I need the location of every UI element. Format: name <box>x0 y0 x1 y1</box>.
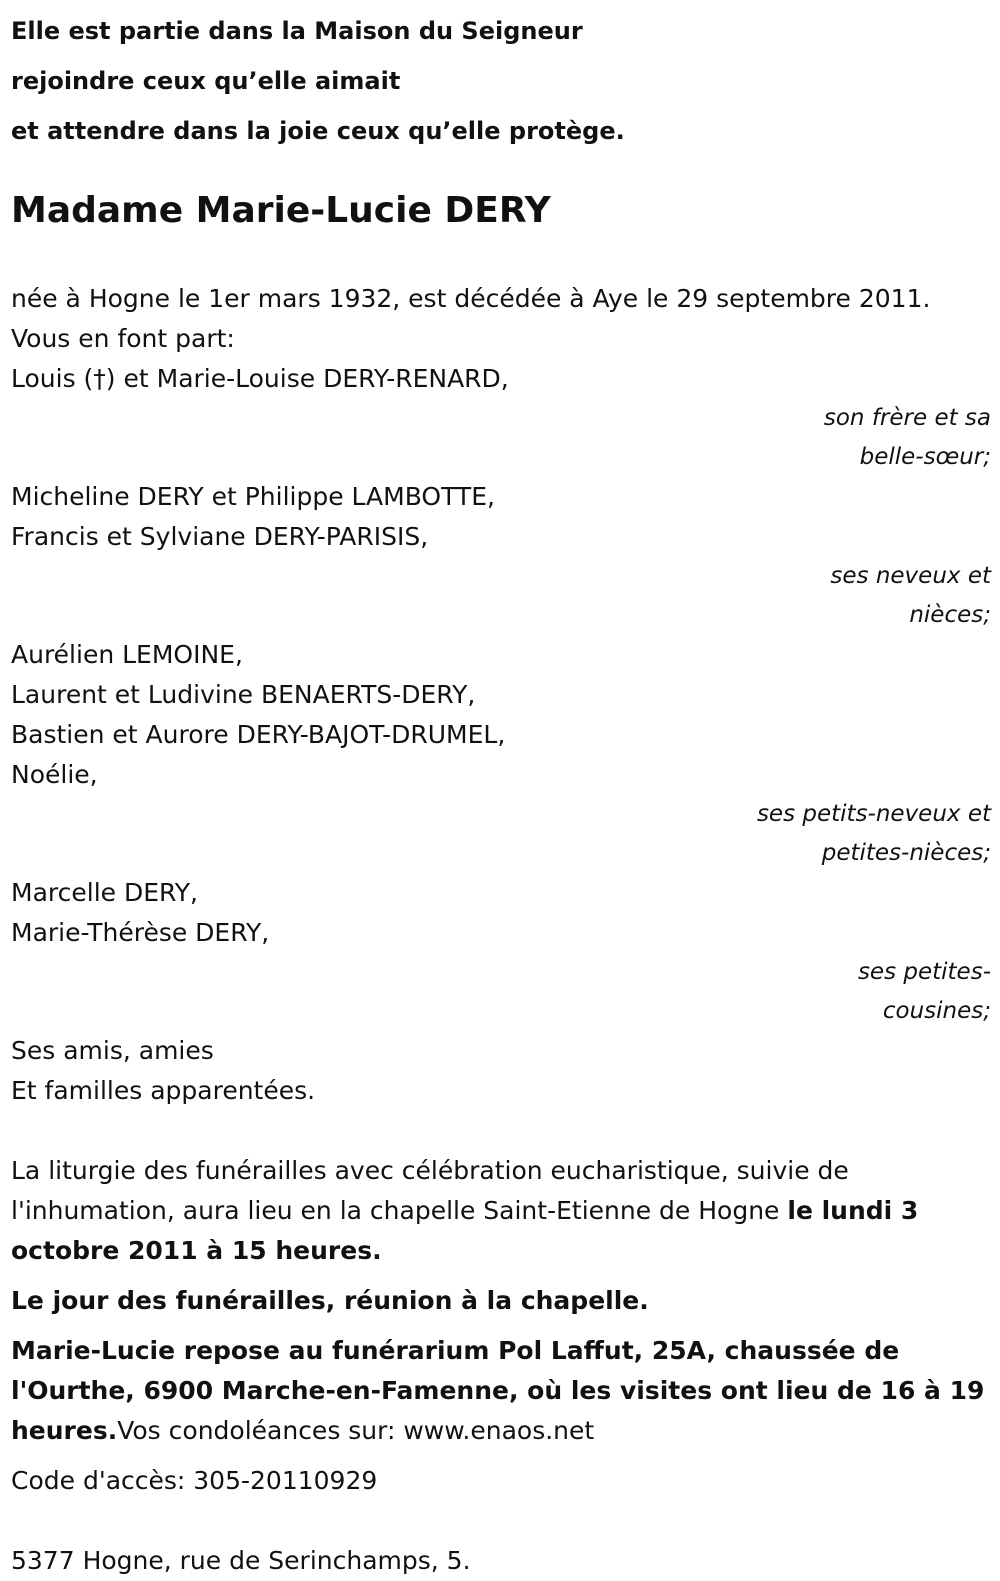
visitation-line-1: Marie-Lucie repose au funérarium Pol Laffut, 25A, chaussée de <box>11 1336 900 1365</box>
verse-line-3: et attendre dans la joie ceux qu’elle protège. <box>11 117 625 145</box>
birth-death-line: née à Hogne le 1er mars 1932, est décédée à Aye le 29 septembre 2011. <box>11 284 931 313</box>
friends-line: Ses amis, amies <box>11 1036 214 1065</box>
visitation-line-3 <box>11 1411 991 1451</box>
verse-line-1: Elle est partie dans la Maison du Seigneur <box>11 17 583 45</box>
home-address: 5377 Hogne, rue de Serinchamps, 5. <box>11 1546 471 1575</box>
family-name-line: Micheline DERY et Philippe LAMBOTTE, <box>11 482 495 511</box>
verse-line-2: rejoindre ceux qu’elle aimait <box>11 67 401 95</box>
funeral-line-1: La liturgie des funérailles avec célébration eucharistique, suivie de <box>11 1156 849 1185</box>
family-relation: petites-nièces; <box>821 840 991 866</box>
family-relation: ses petits-neveux et <box>756 801 991 827</box>
obituary-page <box>11 0 991 1581</box>
family-name-line: Bastien et Aurore DERY-BAJOT-DRUMEL, <box>11 720 506 749</box>
family-relation: son frère et sa <box>823 405 991 431</box>
funeral-location-text: l'inhumation, aura lieu en la chapelle Saint-Etienne de Hogne <box>11 1196 788 1225</box>
family-name-line: Louis (†) et Marie-Louise DERY-RENARD, <box>11 364 509 393</box>
condolences-text: Vos condoléances sur: www.enaos.net <box>117 1416 595 1445</box>
family-name-line: Aurélien LEMOINE, <box>11 640 243 669</box>
friends-line: Et familles apparentées. <box>11 1076 316 1105</box>
family-relation: ses petites- <box>857 959 991 985</box>
announcement-intro: Vous en font part: <box>11 324 235 353</box>
family-name-line: Marcelle DERY, <box>11 878 198 907</box>
meeting-line: Le jour des funérailles, réunion à la chapelle. <box>11 1286 649 1315</box>
family-relation: belle-sœur; <box>859 444 991 470</box>
visitation-line-2: l'Ourthe, 6900 Marche-en-Famenne, où les visites ont lieu de 16 à 19 <box>11 1376 985 1405</box>
access-code: Code d'accès: 305-20110929 <box>11 1466 378 1495</box>
funeral-time-line: octobre 2011 à 15 heures. <box>11 1236 382 1265</box>
funeral-date-text: le lundi 3 <box>787 1196 919 1225</box>
funeral-line-2 <box>11 1191 991 1231</box>
family-name-line: Noélie, <box>11 760 98 789</box>
visitation-hours-end: heures. <box>11 1416 118 1445</box>
family-name-line: Francis et Sylviane DERY-PARISIS, <box>11 522 429 551</box>
family-relation: cousines; <box>882 998 991 1024</box>
family-name-line: Laurent et Ludivine BENAERTS-DERY, <box>11 680 476 709</box>
family-name-line: Marie-Thérèse DERY, <box>11 918 270 947</box>
deceased-name: Madame Marie-Lucie DERY <box>11 190 551 231</box>
family-relation: ses neveux et <box>830 563 991 589</box>
family-relation: nièces; <box>909 602 991 628</box>
